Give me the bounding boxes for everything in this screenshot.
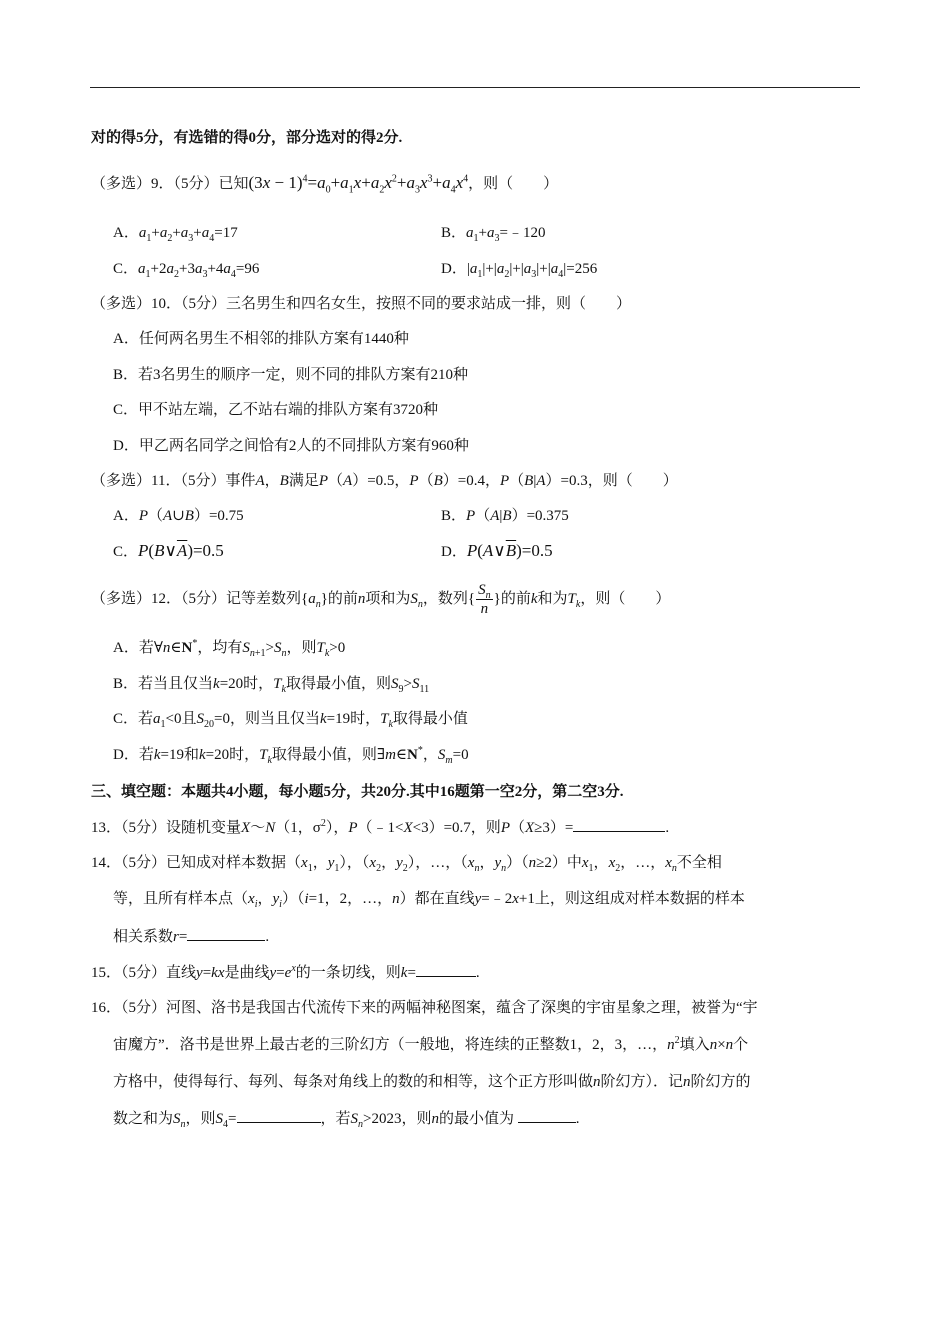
question-9-stem: （多选）9．（5分）已知$(3x - 1)^4=a_0+a_1x+a_2x^2+a_3x^3+a_4x^4$，则（ ） bbox=[91, 173, 559, 196]
q12-option-a: A．若∀n∈N*，均有$S_{n+1}>S_n$，则$T_k>0$ bbox=[113, 638, 346, 659]
fraction-sn-over-n: $\frac{S_n}{n}$ bbox=[478, 582, 491, 618]
q16-answer-blank-2[interactable] bbox=[518, 1108, 576, 1123]
q16-answer-blank-1[interactable] bbox=[237, 1108, 321, 1123]
question-10-stem: （多选）10．（5分）三名男生和四名女生，按照不同的要求站成一排，则（ ） bbox=[91, 296, 632, 312]
section-intro: 对的得5分，有选错的得0分，部分选对的得2分. bbox=[91, 130, 403, 146]
q12-option-d: D．若k=19和k=20时，$T_k$取得最小值，则∃m∈N*，$S_m=0$ bbox=[113, 745, 469, 766]
question-13: 13．（5分）设随机变量X～N（1，$\sigma^2$），P（﹣1<X<3）=0.7，则P（X≥3）= . bbox=[91, 818, 670, 836]
q12-option-b: B．若当且仅当k=20时，$T_k$取得最小值，则$S_9>S_{11}$ bbox=[113, 676, 430, 695]
q10-option-d: D．甲乙两名同学之间恰有2人的不同排队方案有960种 bbox=[113, 438, 469, 454]
q11-option-c: C．$P(B\vee\overline{A})=0.5$ bbox=[113, 541, 224, 560]
q9-option-a: A．$a_1+a_2+a_3+a_4=17$ bbox=[113, 225, 238, 244]
q10-option-b: B．若3名男生的顺序一定，则不同的排队方案有210种 bbox=[113, 367, 469, 383]
q10-option-a: A．任何两名男生不相邻的排队方案有1440种 bbox=[113, 331, 409, 347]
q10-option-c: C．甲不站左端，乙不站右端的排队方案有3720种 bbox=[113, 402, 439, 418]
q11-option-b: B．P（A|B）=0.375 bbox=[441, 508, 569, 524]
question-16-line-3: 方格中，使得每行、每列、每条对角线上的数的和相等，这个正方形叫做n阶幻方）．记n阶幻方的 bbox=[113, 1074, 751, 1090]
q15-answer-blank[interactable] bbox=[416, 962, 476, 977]
question-14-line-3: 相关系数r= . bbox=[113, 926, 269, 947]
question-16-line-1: 16．（5分）河图、洛书是我国古代流传下来的两幅神秘图案，蕴含了深奥的宇宙星象之理，被誉为“宇 bbox=[91, 1000, 758, 1016]
question-16-line-4: 数之和为$S_n$，则$S_4=$ ，若$S_n>2023$，则n的最小值为 . bbox=[113, 1108, 580, 1129]
question-14-line-2: 等，且所有样本点（$x_i$，$y_i)(i=1$，2，…，n）都在直线y=﹣2x+1上，则这组成对样本数据的样本 bbox=[113, 891, 745, 910]
question-12-stem: （多选）12．（5分）记等差数列$\{a_n\}$的前n项和为$S_n$，数列{ $\frac{S_n}{n}$ }的前k和为$T_k$，则（ ） bbox=[91, 582, 671, 618]
q13-answer-blank[interactable] bbox=[573, 817, 665, 832]
q9-option-b: B．$a_1+a_3=﹣120$ bbox=[441, 225, 546, 244]
q9-option-c: C．$a_1+2a_2+3a_3+4a_4=96$ bbox=[113, 261, 260, 280]
q14-answer-blank[interactable] bbox=[187, 926, 265, 941]
top-rule bbox=[90, 87, 860, 88]
question-16-line-2: 宙魔方”．洛书是世界上最古老的三阶幻方（一般地，将连续的正整数1，2，3，…，$n^2$填入n×n个 bbox=[113, 1035, 749, 1053]
q9-option-d: D．$|a_1|+|a_2|+|a_3|+|a_4|=256$ bbox=[441, 261, 598, 280]
q11-option-a: A．P（A∪B）=0.75 bbox=[113, 508, 244, 524]
q12-option-c: C．若$a_1<0$且$S_{20}=0$，则当且仅当k=19时，$T_k$取得最小值 bbox=[113, 711, 468, 730]
question-11-stem: （多选）11．（5分）事件A，B满足P（A）=0.5，P（B）=0.4，P（B|A）=0.3，则（ ） bbox=[91, 473, 678, 489]
section-3-title: 三、填空题：本题共4小题，每小题5分，共20分.其中16题第一空2分，第二空3分. bbox=[91, 784, 624, 800]
q11-option-d: D．$P(A\vee\overline{B})=0.5$ bbox=[441, 541, 553, 560]
question-15: 15．（5分）直线y=kx是曲线$y=e^x$的一条切线，则k= . bbox=[91, 963, 480, 981]
question-14-line-1: 14．（5分）已知成对样本数据（$x_1$，$y_1$），（$x_2$，$y_2$），…，（$x_n$，$y_n)(n\ge 2)$中$x_1$，$x_2$，…，$x_n$不全相 bbox=[91, 855, 722, 874]
